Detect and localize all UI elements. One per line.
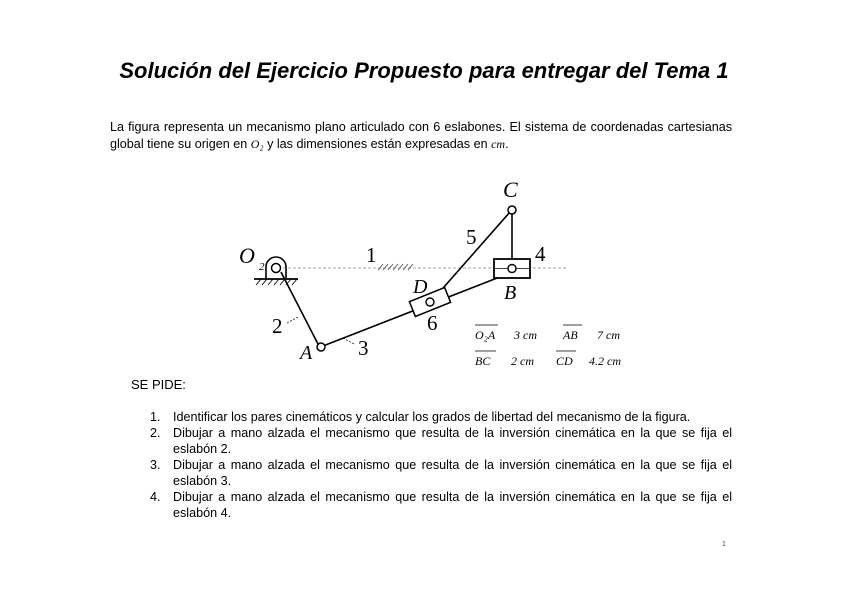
list-item (150, 425, 732, 457)
label-link-6: 6 (427, 311, 438, 335)
dim-label-ab: AB (563, 328, 578, 342)
label-link-4: 4 (535, 242, 546, 266)
list-item (150, 457, 732, 489)
list-item-number: 1. (150, 410, 161, 424)
list-item-text: Identificar los pares cinemáticos y calcular los grados de libertad del mecanismo de la figura. (173, 410, 691, 424)
leader-2 (287, 317, 298, 323)
dimensions-table (475, 325, 621, 368)
task-list (150, 409, 732, 521)
label-a: A (300, 342, 313, 364)
list-item-text: Dibujar a mano alzada el mecanismo que resulta de la inversión cinemática en la que se fija el eslabón 2. (173, 426, 732, 456)
joint-c (508, 206, 516, 214)
origin-symbol: O₂ (250, 137, 264, 151)
list-item-number: 4. (150, 490, 161, 504)
dim-value-ab: 7 cm (597, 328, 620, 342)
intro-paragraph (110, 119, 732, 153)
list-item (150, 489, 732, 521)
list-item-text: Dibujar a mano alzada el mecanismo que resulta de la inversión cinemática en la que se fija el eslabón 4. (173, 490, 732, 520)
intro-text-3: . (505, 137, 509, 151)
page-number: 1 (722, 541, 726, 548)
dim-value-cd: 4.2 cm (589, 354, 621, 368)
link-2 (281, 272, 319, 346)
dim-label-o2a: O₂A (475, 328, 496, 342)
label-d: D (413, 276, 428, 298)
dim-value-bc: 2 cm (511, 354, 534, 368)
slider-block-4 (494, 259, 530, 278)
list-item-number: 3. (150, 458, 161, 472)
list-item-number: 2. (150, 426, 161, 440)
label-link-2: 2 (272, 314, 283, 338)
intro-text-1: La figura representa un mecanismo plano articulado con 6 eslabones. El sistema de coordenadas cartesianas global tiene su origen en (110, 120, 732, 151)
label-link-1: 1 (366, 243, 377, 267)
joint-a (317, 343, 325, 351)
list-item (150, 409, 732, 425)
label-c: C (503, 177, 518, 202)
leader-3 (343, 338, 354, 344)
dim-label-bc: BC (475, 354, 491, 368)
label-link-3: 3 (358, 336, 369, 360)
se-pide-heading: SE PIDE: (131, 377, 186, 392)
dim-value-o2a: 3 cm (514, 328, 537, 342)
intro-text-2: y las dimensiones están expresadas en (263, 137, 492, 151)
frame-hatching (378, 264, 413, 270)
page-title: Solución del Ejercicio Propuesto para entregar del Tema 1 (119, 58, 729, 83)
label-link-5: 5 (466, 225, 477, 249)
dim-label-cd: CD (556, 354, 573, 368)
unit-symbol: cm (491, 137, 506, 151)
mechanism-figure (230, 175, 650, 375)
list-item-text: Dibujar a mano alzada el mecanismo que resulta de la inversión cinemática en la que se fija el eslabón 3. (173, 458, 732, 488)
label-o-sub: 2 (259, 261, 265, 273)
label-o: O (239, 243, 255, 268)
label-b: B (504, 282, 517, 304)
